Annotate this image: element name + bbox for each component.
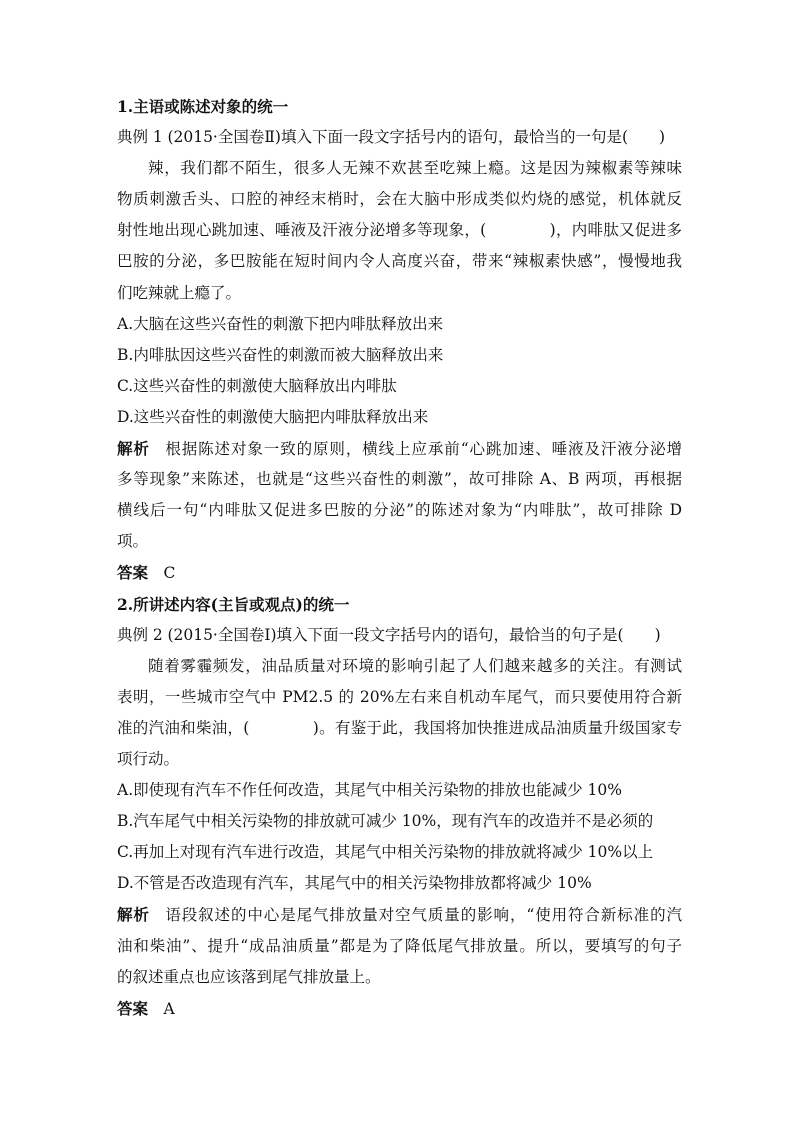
passage-line: 准的汽油和柴油，( )。有鉴于此，我国将加快推进成品油质量升级国家专 (117, 718, 682, 737)
analysis-label: 解析 (117, 905, 150, 925)
passage-line: 巴胺的分泌，多巴胺能在短时间内令人高度兴奋，带来“辣椒素快感”，慢慢地我 (117, 252, 682, 271)
example-prompt (117, 620, 682, 651)
option-b: B.内啡肽因这些兴奋性的刺激而被大脑释放出来 (117, 345, 444, 364)
section-heading: 1.主语或陈述对象的统一 (117, 97, 289, 116)
option-a: A.大脑在这些兴奋性的刺激下把内啡肽释放出来 (117, 314, 444, 333)
analysis-line: 油和柴油”、提升“成品油质量”都是为了降低尾气排放量。所以，要填写的句子 (117, 936, 682, 955)
option-d: D.不管是否改造现有汽车，其尾气中的相关污染物排放都将减少 10% (117, 874, 592, 893)
option-a: A.即使现有汽车不作任何改造，其尾气中相关污染物的排放也能减少 10% (117, 781, 623, 800)
passage-line: 们吃辣就上瘾了。 (117, 283, 242, 302)
passage-line: 辣，我们都不陌生，很多人无辣不欢甚至吃辣上瘾。这是因为辣椒素等辣味 (148, 159, 682, 178)
analysis-line: 横线后一句“内啡肽又促进多巴胺的分泌”的陈述对象为“内啡肽”，故可排除 D (117, 501, 682, 520)
analysis-line: 多等现象”来陈述，也就是“这些兴奋性的刺激”，故可排除 A、B 两项，再根据 (117, 470, 682, 489)
answer-label: 答案 (117, 563, 149, 583)
analysis-line (117, 899, 682, 930)
option-c: C.再加上对现有汽车进行改造，其尾气中相关污染物的排放就将减少 10%以上 (117, 843, 654, 862)
analysis-line (117, 433, 682, 464)
answer-value: A (163, 999, 175, 1018)
example-question: (2015·全国卷Ⅰ)填入下面一段文字括号内的语句，最恰当的句子是( ) (167, 625, 661, 644)
option-c: C.这些兴奋性的刺激使大脑释放出内啡肽 (117, 376, 397, 395)
passage-line: 随着雾霾频发，油品质量对环境的影响引起了人们越来越多的关注。有测试 (148, 656, 682, 675)
passage-line: 射性地出现心跳加速、唾液及汗液分泌增多等现象，( )，内啡肽又促进多 (117, 221, 682, 240)
option-b: B.汽车尾气中相关污染物的排放就可减少 10%，现有汽车的改造并不是必须的 (117, 812, 654, 831)
example-question: (2015·全国卷Ⅱ)填入下面一段文字括号内的语句，最恰当的一句是( ) (167, 128, 666, 147)
answer-label: 答案 (117, 998, 149, 1018)
analysis-label: 解析 (117, 439, 150, 459)
analysis-text: 根据陈述对象一致的原则，横线上应承前“心跳加速、唾液及汗液分泌增 (165, 440, 682, 459)
answer-value: C (163, 564, 176, 583)
answer (117, 557, 682, 588)
passage-line: 物质刺激舌头、口腔的神经末梢时，会在大脑中形成类似灼烧的感觉，机体就反 (117, 190, 682, 209)
option-d: D.这些兴奋性的刺激使大脑把内啡肽释放出来 (117, 407, 429, 426)
analysis-text: 语段叙述的中心是尾气排放量对空气质量的影响，“使用符合新标准的汽 (165, 906, 682, 925)
document-page (117, 91, 682, 1024)
example-label: 典例 1 (117, 128, 163, 147)
analysis-line: 项。 (117, 532, 149, 551)
passage-line: 表明，一些城市空气中 PM2.5 的 20%左右来自机动车尾气，而只要使用符合新 (117, 687, 682, 706)
passage-line: 项行动。 (117, 749, 180, 768)
analysis-line: 的叙述重点也应该落到尾气排放量上。 (117, 967, 381, 986)
answer (117, 993, 682, 1024)
section-heading: 2.所讲述内容(主旨或观点)的统一 (117, 594, 350, 614)
example-label: 典例 2 (117, 625, 163, 644)
example-prompt (117, 122, 682, 153)
